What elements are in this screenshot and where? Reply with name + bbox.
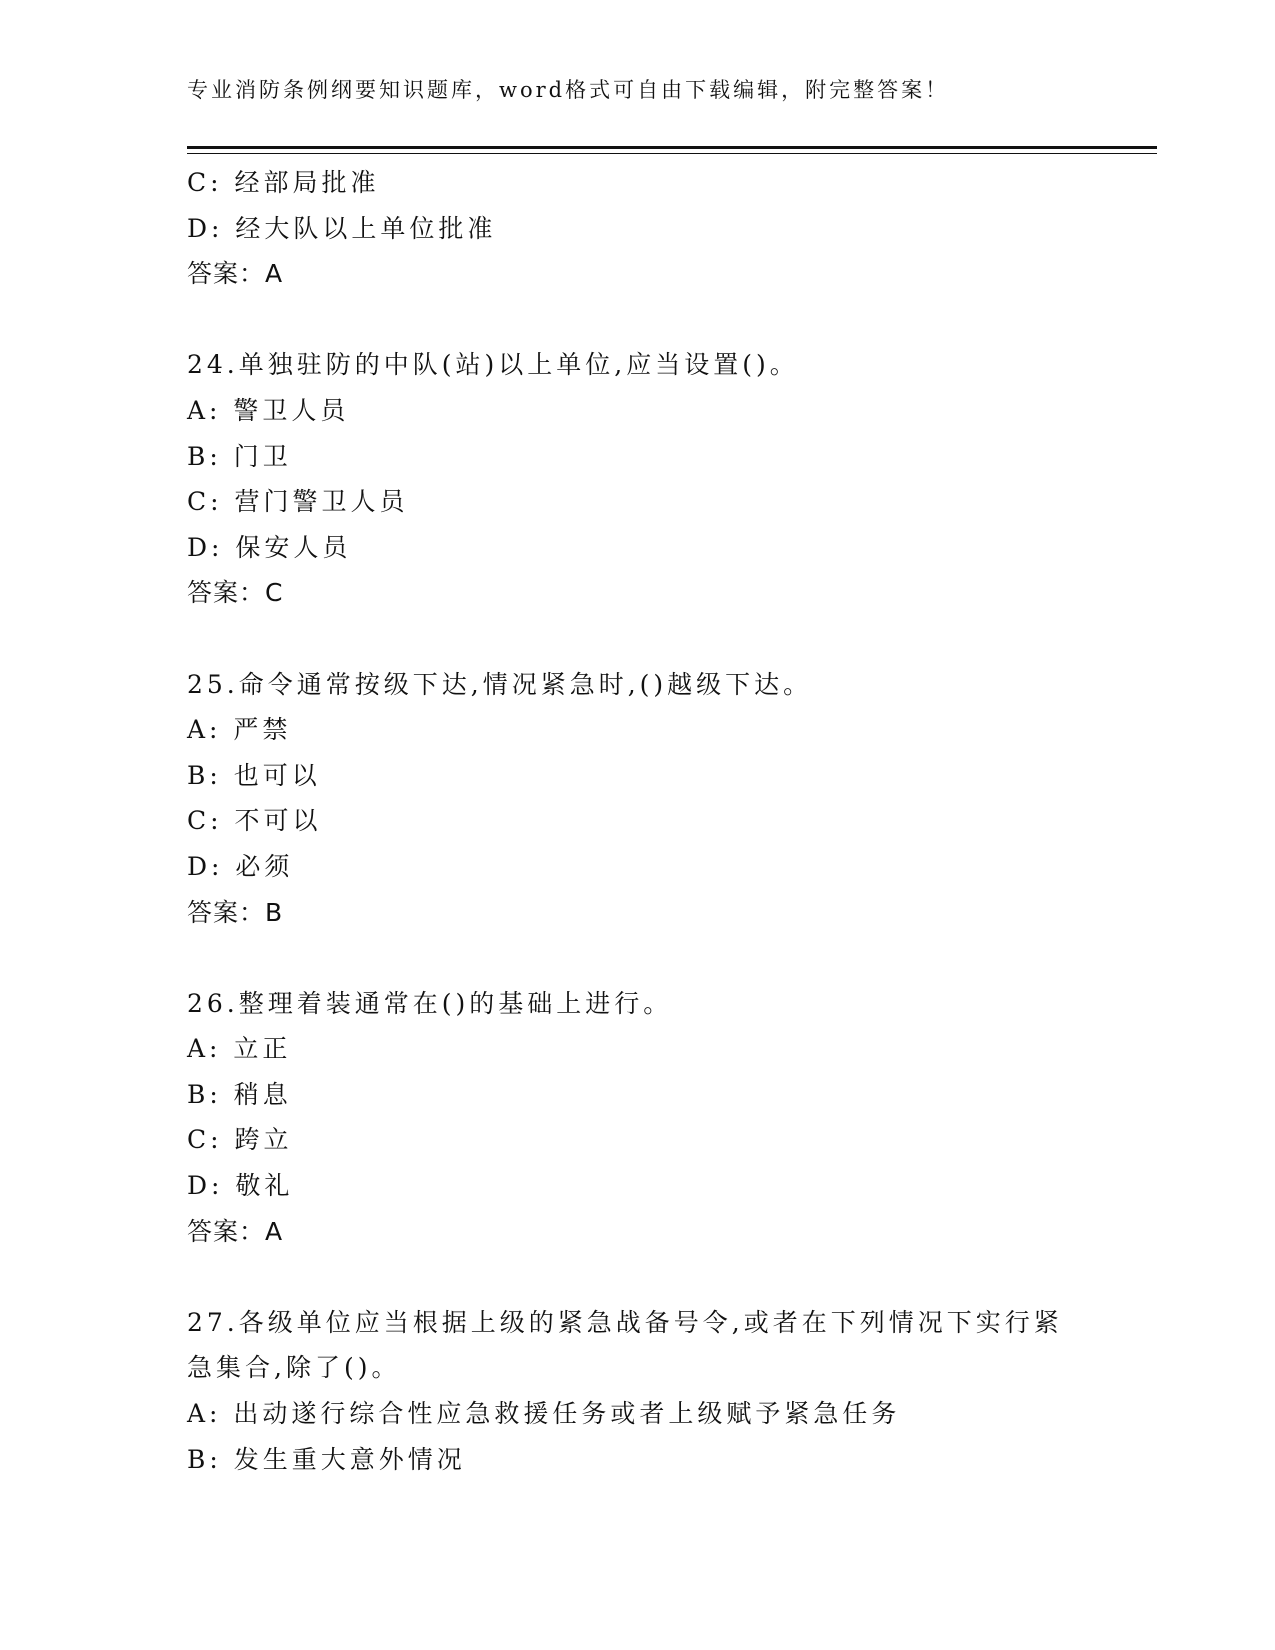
question-25-answer: 答案：B: [187, 897, 284, 927]
header-text: 专业消防条例纲要知识题库，word格式可自由下载编辑，附完整答案！: [187, 78, 950, 102]
question-26-option-b: B: 稍息: [187, 1079, 292, 1109]
spacer: [187, 297, 1087, 343]
question-24-option-b: B: 门卫: [187, 441, 292, 471]
question-26-option-c: C: 跨立: [187, 1125, 293, 1155]
question-24-text: 24.单独驻防的中队(站)以上单位,应当设置()。: [187, 350, 799, 380]
header-rule-thick: [187, 146, 1157, 149]
question-24-answer: 答案：C: [187, 578, 284, 608]
answer-line: 答案：A: [187, 259, 284, 289]
question-26-text: 26.整理着装通常在()的基础上进行。: [187, 988, 673, 1018]
question-25-option-c: C: 不可以: [187, 806, 322, 836]
question-27-option-b: B: 发生重大意外情况: [187, 1444, 466, 1474]
question-26-option-a: A: 立正: [187, 1034, 292, 1064]
question-24-option-a: A: 警卫人员: [187, 395, 350, 425]
question-26-option-d: D: 敬礼: [187, 1171, 294, 1201]
question-25-option-d: D: 必须: [187, 851, 294, 881]
question-25-option-a: A: 严禁: [187, 715, 292, 745]
question-27-text: 27.各级单位应当根据上级的紧急战备号令,或者在下列情况下实行紧急集合,除了()。: [187, 1307, 1063, 1383]
question-24-option-d: D: 保安人员: [187, 532, 352, 562]
spacer: [187, 616, 1087, 662]
spacer: [187, 1254, 1087, 1300]
header-rule-thin: [187, 153, 1157, 154]
question-26-answer: 答案：A: [187, 1216, 284, 1246]
spacer: [187, 935, 1087, 981]
question-25-option-b: B: 也可以: [187, 760, 321, 790]
option-c: C: 经部局批准: [187, 168, 380, 197]
question-27-option-a: A: 出动遂行综合性应急救援任务或者上级赋予紧急任务: [187, 1399, 901, 1429]
document-body: [187, 160, 1087, 1482]
option-d: D: 经大队以上单位批准: [187, 213, 497, 243]
question-25-text: 25.命令通常按级下达,情况紧急时,()越级下达。: [187, 669, 813, 699]
question-27: [187, 1300, 1087, 1391]
question-24-option-c: C: 营门警卫人员: [187, 487, 409, 517]
